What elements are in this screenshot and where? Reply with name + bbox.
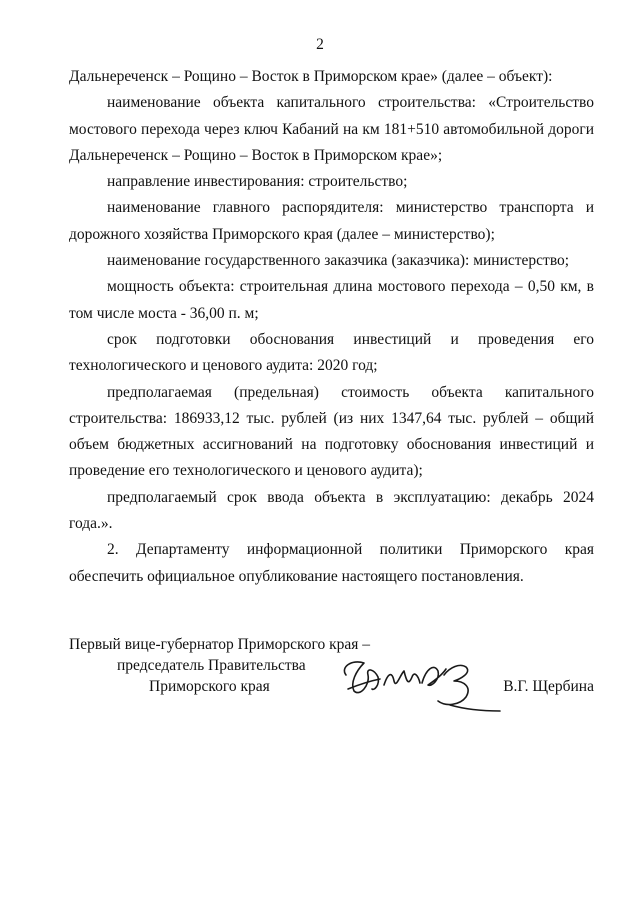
signature-block <box>69 635 594 715</box>
paragraph-customer: наименование государственного заказчика (заказчика): министерство; <box>107 252 570 270</box>
paragraph-investment-direction: направление инвестирования: строительство; <box>107 173 408 191</box>
paragraph-main-manager: наименование главного распорядителя: министерство транспорта и дорожного хозяйства Приморского края (далее – министерство); <box>69 199 594 243</box>
signatory-title-line-2: председатель Правительства <box>117 657 306 674</box>
document-body <box>69 64 594 590</box>
paragraph-object-name: наименование объекта капитального строительства: «Строительство мостового перехода через ключ Кабаний на км 181+510 автомобильной дороги Дальнереченск – Рощино – Восток в Приморском крае»; <box>69 94 594 164</box>
signatory-title-line-3: Приморского края <box>149 678 270 695</box>
paragraph-commissioning-date: предполагаемый срок ввода объекта в эксплуатацию: декабрь 2024 года.». <box>69 488 594 533</box>
paragraph-capacity: мощность объекта: строительная длина мостового перехода – 0,50 км, в том числе моста - 36,00 п. м; <box>69 278 594 322</box>
signatory-title-line-1: Первый вице-губернатор Приморского края – <box>69 636 371 653</box>
paragraph-publication-order: 2. Департаменту информационной политики Приморского края обеспечить официальное опубликование настоящего постановления. <box>69 541 594 585</box>
handwritten-signature <box>334 645 504 717</box>
paragraph-object-continuation: Дальнереченск – Рощино – Восток в Приморском крае» (далее – объект): <box>69 68 553 85</box>
page-number: 2 <box>316 36 324 53</box>
paragraph-cost: предполагаемая (предельная) стоимость объекта капитального строительства: 186933,12 тыс. рублей (из них 1347,64 тыс. рублей – общий объем бюджетных ассигнований на подготовку обоснования инвестиций и проведение его технологического и ценового аудита); <box>69 383 594 480</box>
signatory-name: В.Г. Щербина <box>503 678 594 695</box>
paragraph-audit-term: срок подготовки обоснования инвестиций и проведения его технологического и ценового аудита: 2020 год; <box>69 330 594 375</box>
